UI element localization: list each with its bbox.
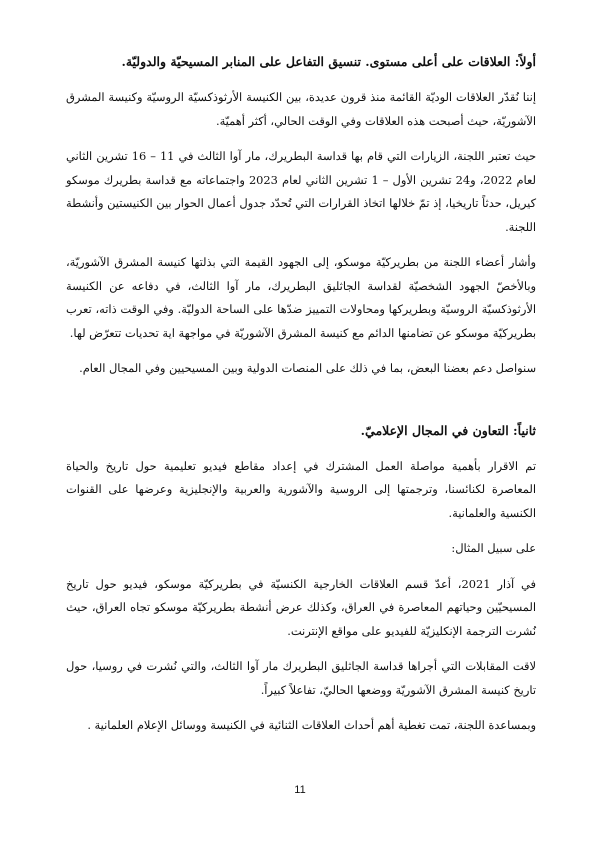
section2-heading: ثانياً: التعاون في المجال الإعلاميّ. [360, 422, 536, 438]
section1-paragraph-1: إننا نُقدّر العلاقات الوديّة القائمة منذ قرون عديدة، بين الكنيسة الأرثوذكسيّة الروسيّة وكنيسة المشرق الآشوريّة، حيث أصبحت هذه العلاقات وفي الوقت الحالي، أكثر أهميّة. [66, 90, 536, 128]
document-page [66, 52, 536, 738]
section2-paragraph-5: وبمساعدة اللجنة، تمت تغطية أهم أحداث العلاقات الثنائية في الكنيسة ووسائل الإعلام العلمانية . [87, 718, 536, 732]
section1-heading: أولاً: العلاقات على أعلى مستوى. تنسيق التفاعل على المنابر المسيحيّة والدوليّة. [121, 54, 536, 69]
section1-paragraph-2: حيث تعتبر اللجنة، الزيارات التي قام بها قداسة البطريرك، مار آوا الثالث في 11 – 16 تشرين الثاني لعام 2022، و24 تشرين الأول – 1 تشرين الثاني لعام 2023 واجتماعاته مع قداسة بطريرك موسكو كيريل، حدثاً تاريخيا، إذ تمّ خلالها اتخاذ القرارات التي تُحدّد جدول أعمال الحوار بين الكنيستين وأنشطة اللجنة. [66, 149, 536, 234]
section2-paragraph-2: على سبيل المثال: [451, 541, 536, 555]
section1-paragraph-3: وأشار أعضاء اللجنة من بطريركيّة موسكو، إلى الجهود القيمة التي بذلتها كنيسة المشرق الآشوريّة، وبالأخصّ الجهود الشخصيّة لقداسة الجاثليق البطريرك، مار آوا الثالث، في دفاعه عن الكنيسة الأرثوذكسيّة الروسيّة وبطريركها ومحاولات التمييز ضدّها على الساحة الدوليّة. وفي الوقت ذاته، تعرب بطريركيّة موسكو عن تضامنها الدائم مع كنيسة المشرق الآشوريّة في مواجهة اية تحديات تتعرّض لها. [66, 255, 536, 340]
section2-paragraph-1: تم الاقرار بأهمية مواصلة العمل المشترك في إعداد مقاطع فيديو تعليمية حول تاريخ والحياة المعاصرة لكنائسنا، وترجمتها إلى الروسية والآشورية والعربية والإنجليزية وعرضها على القنوات الكنسية والعلمانية. [66, 458, 536, 520]
page-number: 11 [294, 784, 306, 796]
section2-paragraph-4: لاقت المقابلات التي أجراها قداسة الجاثليق البطريرك مار آوا الثالث، والتي نُشرت في روسيا، حول تاريخ كنيسة المشرق الآشوريّة ووضعها الحاليّ، تفاعلاً كبيراً. [66, 659, 536, 697]
section1-paragraph-4: سنواصل دعم بعضنا البعض، بما في ذلك على المنصات الدولية وبين المسيحيين وفي المجال العام. [79, 361, 536, 375]
section2-paragraph-3: في آذار 2021، أعدّ قسم العلاقات الخارجية الكنسيّة في بطريركيّة موسكو، فيديو حول تاريخ المسيحيّين وحياتهم المعاصرة في العراق، وكذلك عرض أنشطة بطريركيّة موسكو تجاه العراق، حيث نُشرت الترجمة الإنكليزيّة للفيديو على مواقع الإنترنت. [66, 576, 536, 638]
